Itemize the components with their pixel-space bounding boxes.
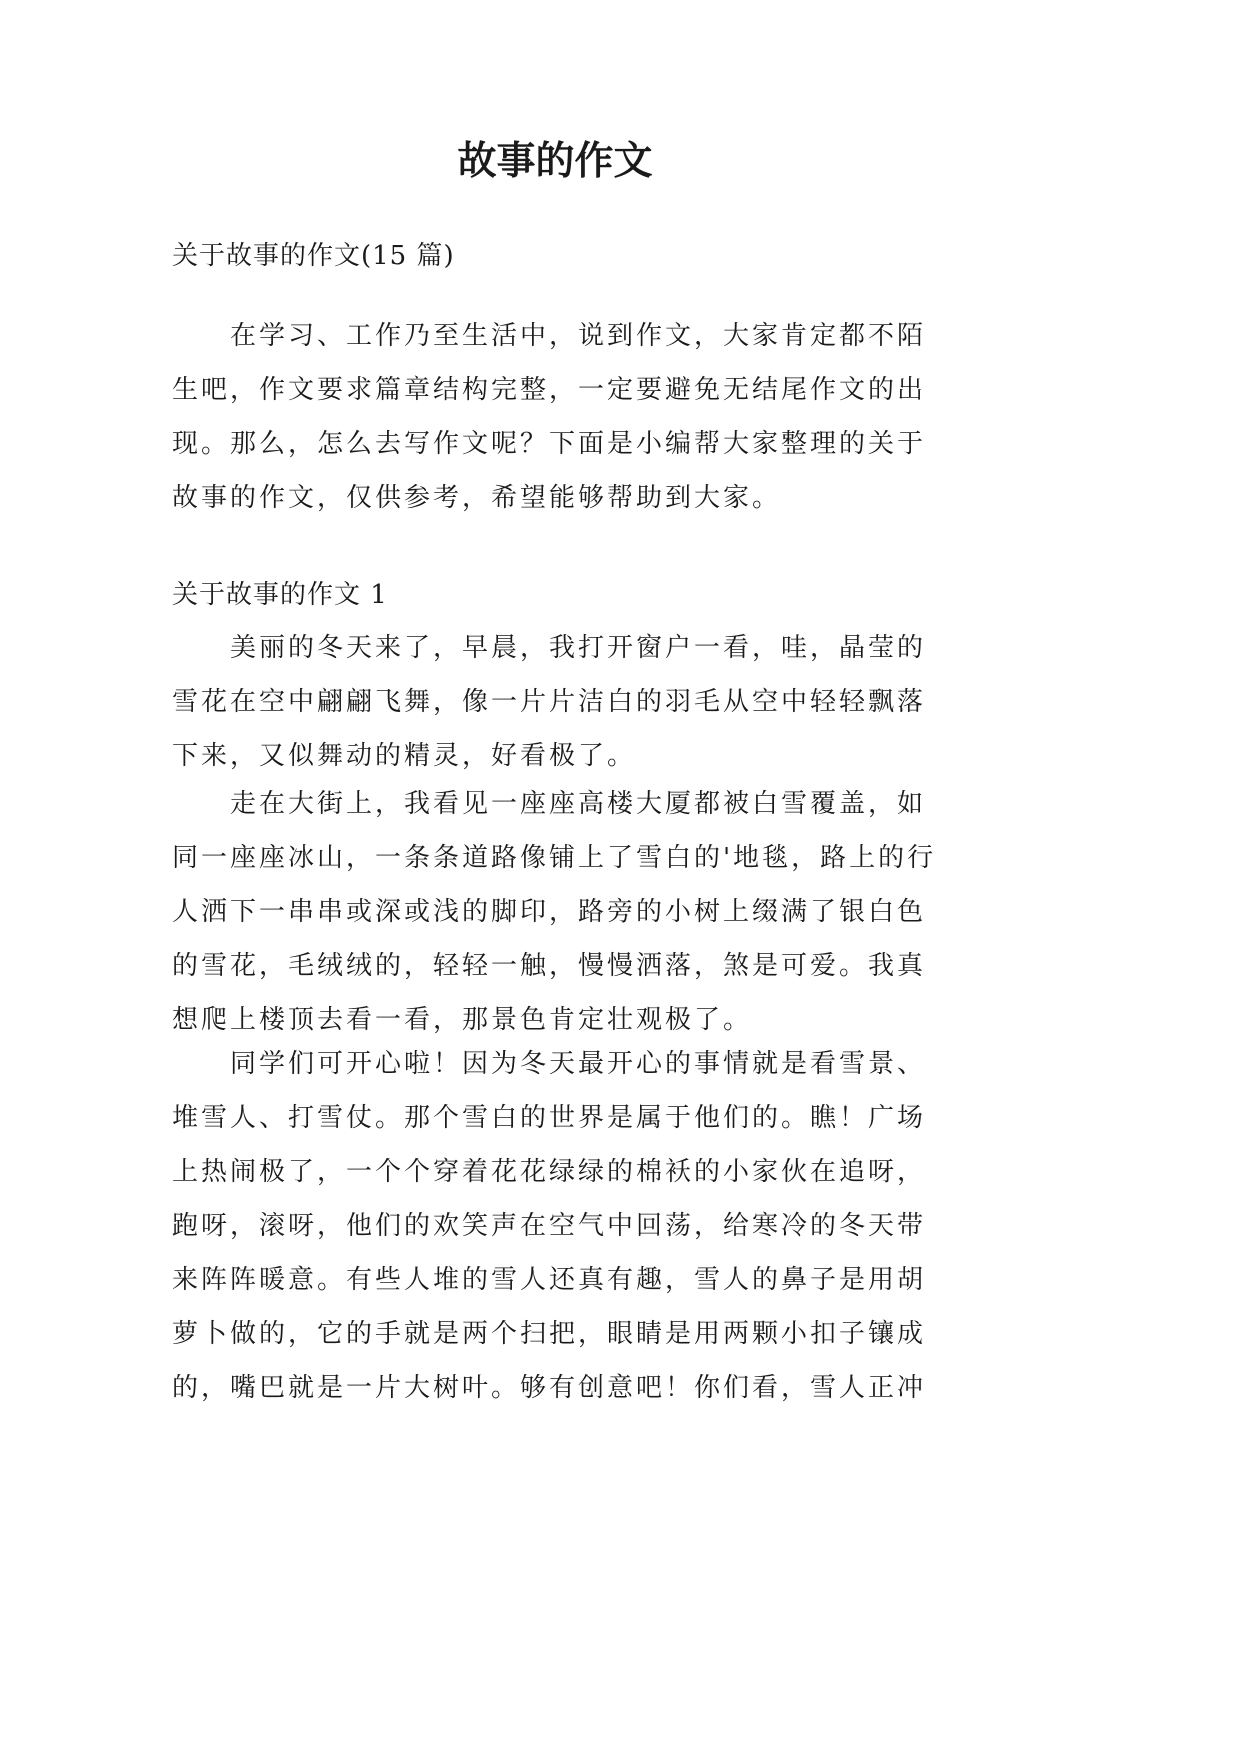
intro-paragraph: 在学习、工作乃至生活中，说到作文，大家肯定都不陌生吧，作文要求篇章结构完整，一定要避免无结尾作文的出现。那么，怎么去写作文呢？下面是小编帮大家整理的关于故事的作文，仅供参考，希望能够帮助到大家。: [172, 321, 927, 513]
section-1-paragraph-3: 同学们可开心啦！因为冬天最开心的事情就是看雪景、堆雪人、打雪仗。那个雪白的世界是属于他们的。瞧！广场上热闹极了，一个个穿着花花绿绿的棉袄的小家伙在追呀，跑呀，滚呀，他们的欢笑声在空气中回荡，给寒冷的冬天带来阵阵暖意。有些人堆的雪人还真有趣，雪人的鼻子是用胡萝卜做的，它的手就是两个扫把，眼睛是用两颗小扣子镶成的，嘴巴就是一片大树叶。够有创意吧！你们看，雪人正冲: [172, 1049, 927, 1403]
section-1-paragraph-1: 美丽的冬天来了，早晨，我打开窗户一看，哇，晶莹的雪花在空中翩翩飞舞，像一片片洁白的羽毛从空中轻轻飘落下来，又似舞动的精灵，好看极了。: [172, 633, 927, 771]
section-1-heading: 关于故事的作文 1: [172, 580, 388, 610]
document-title: 故事的作文: [457, 139, 653, 184]
section-1-paragraph-2: 走在大街上，我看见一座座高楼大厦都被白雪覆盖，如同一座座冰山，一条条道路像铺上了雪白的'地毯，路上的行人洒下一串串或深或浅的脚印，路旁的小树上缀满了银白色的雪花，毛绒绒的，轻轻一触，慢慢洒落，煞是可爱。我真想爬上楼顶去看一看，那景色肯定壮观极了。: [172, 789, 937, 1035]
document-subtitle: 关于故事的作文(15 篇): [172, 241, 455, 271]
